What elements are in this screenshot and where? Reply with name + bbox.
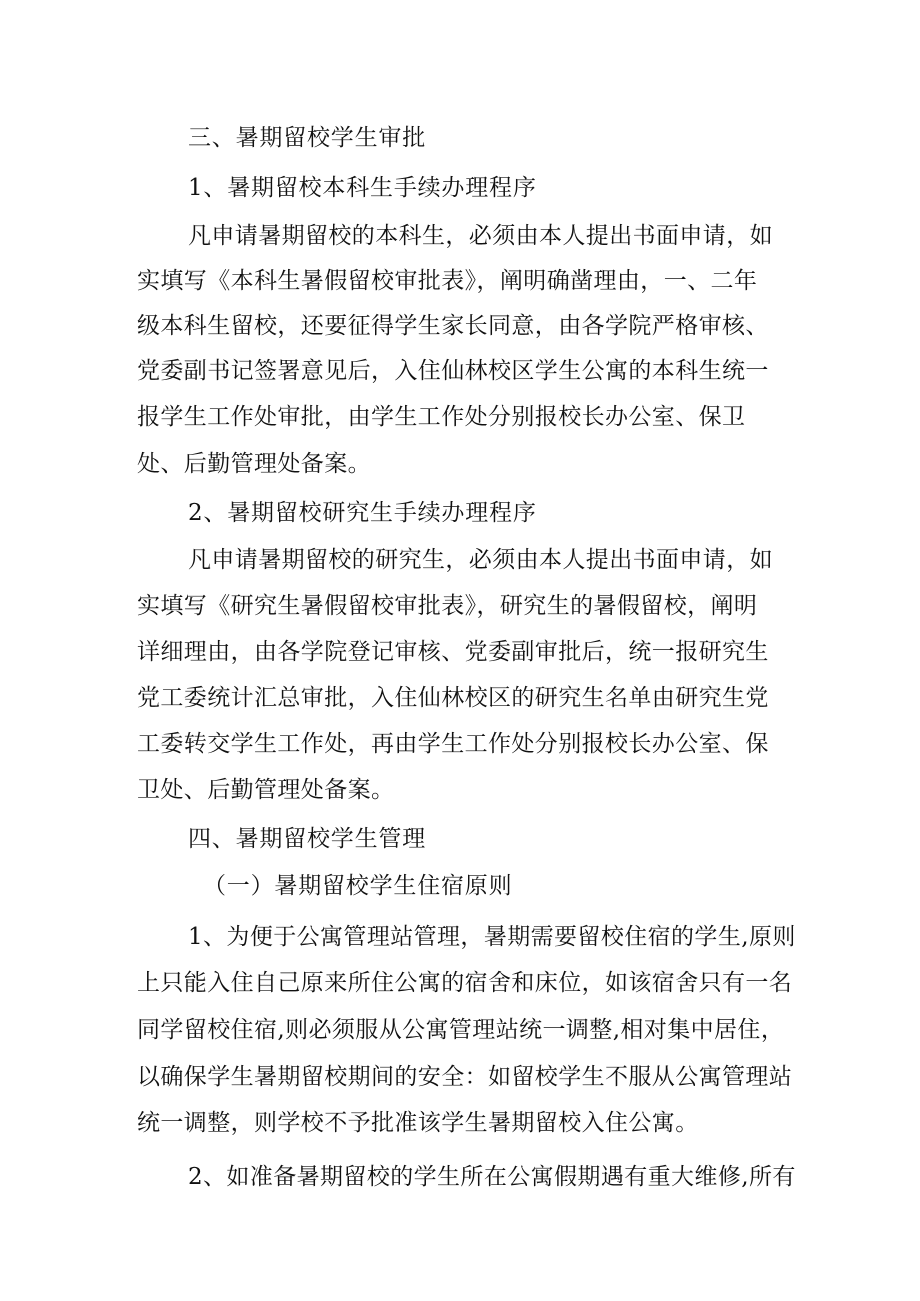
paragraph-line: 党委副书记签署意见后，入住仙林校区学生公寓的本科生统一	[137, 358, 769, 384]
paragraph-line: 级本科生留校，还要征得学生家长同意，由各学院严格审核、	[137, 313, 769, 339]
paragraph-line: 凡申请暑期留校的本科生，必须由本人提出书面申请，如	[188, 223, 773, 249]
paragraph-line: 处、后勤管理处备案。	[137, 451, 371, 477]
subsection-2-heading: 2、暑期留校研究生手续办理程序	[188, 500, 537, 526]
section-4-heading: 四、暑期留校学生管理	[188, 826, 426, 852]
paragraph-line: 实填写《本科生暑假留校审批表》，阐明确凿理由，一、二年	[137, 268, 758, 294]
paragraph-line: 2、如准备暑期留校的学生所在公寓假期遇有重大维修,所有	[188, 1164, 796, 1190]
paragraph-line: 同学留校住宿,则必须服从公寓管理站统一调整,相对集中居住，	[137, 1017, 785, 1043]
subsection-heading: （一）暑期留校学生住宿原则	[203, 873, 513, 899]
paragraph-line: 报学生工作处审批，由学生工作处分别报校长办公室、保卫	[137, 404, 746, 430]
paragraph-line: 1、为便于公寓管理站管理，暑期需要留校住宿的学生,原则	[188, 924, 796, 950]
paragraph-line: 统一调整，则学校不予批准该学生暑期留校入住公寓。	[137, 1110, 699, 1136]
section-3-heading: 三、暑期留校学生审批	[188, 125, 426, 151]
subsection-1-heading: 1、暑期留校本科生手续办理程序	[188, 175, 537, 201]
paragraph-line: 卫处、后勤管理处备案。	[137, 777, 395, 803]
paragraph-line: 工委转交学生工作处，再由学生工作处分别报校长办公室、保	[137, 731, 769, 757]
paragraph-line: 以确保学生暑期留校期间的安全：如留校学生不服从公寓管理站	[137, 1064, 793, 1090]
paragraph-line: 党工委统计汇总审批，入住仙林校区的研究生名单由研究生党	[137, 685, 769, 711]
paragraph-line: 凡申请暑期留校的研究生，必须由本人提出书面申请，如	[188, 547, 773, 573]
paragraph-line: 上只能入住自己原来所住公寓的宿舍和床位，如该宿舍只有一名	[137, 970, 793, 996]
paragraph-line: 详细理由，由各学院登记审核、党委副审批后，统一报研究生	[137, 639, 769, 665]
paragraph-line: 实填写《研究生暑假留校审批表》，研究生的暑假留校，阐明	[137, 593, 758, 619]
